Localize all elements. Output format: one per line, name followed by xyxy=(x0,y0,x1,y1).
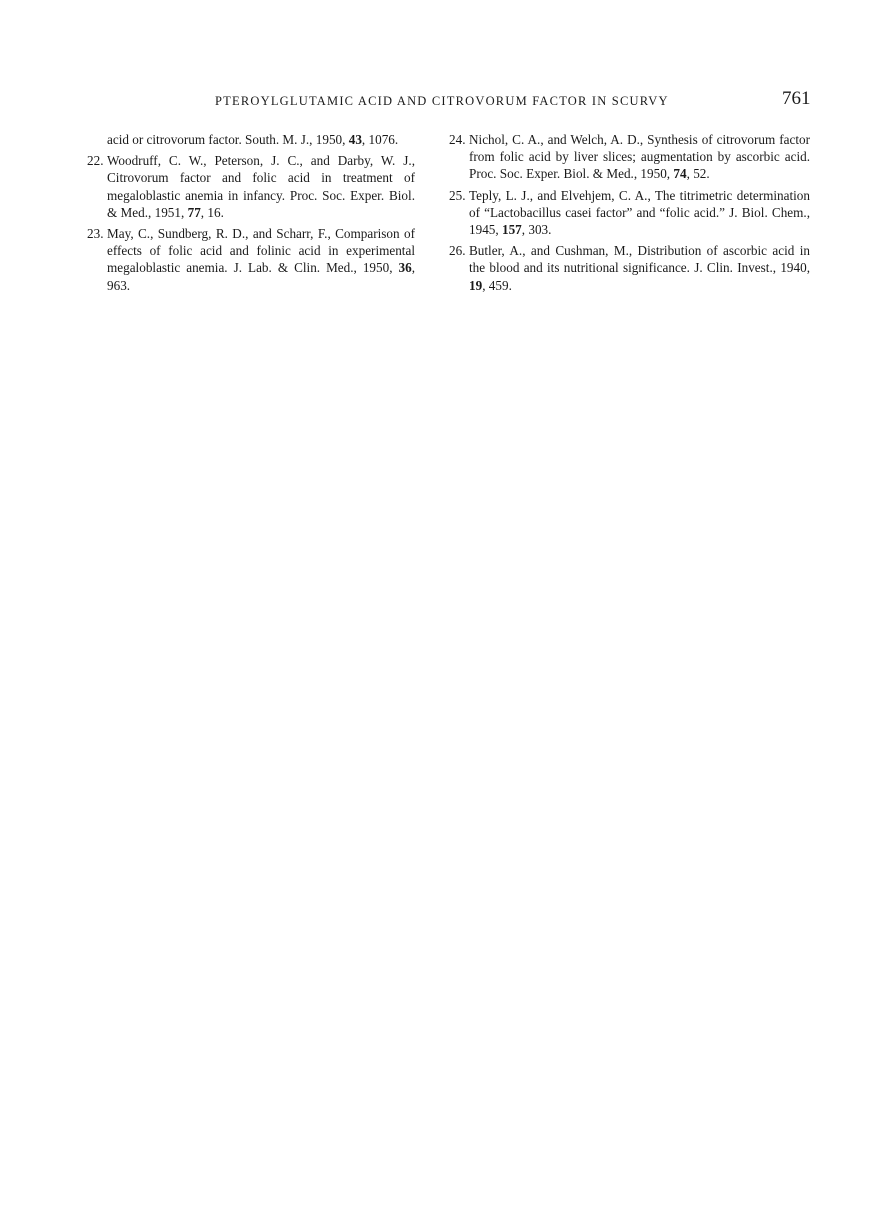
reference-volume: 157 xyxy=(501,222,522,238)
reference-item xyxy=(87,225,415,294)
reference-pages: , 16. xyxy=(200,204,224,220)
references-right-column xyxy=(449,131,810,298)
reference-volume: 19 xyxy=(469,277,483,293)
reference-text: acid or citrovorum factor. South. M. J., 1950, xyxy=(107,132,349,147)
reference-item xyxy=(449,131,810,183)
reference-volume: 77 xyxy=(187,204,201,220)
reference-text: May, C., Sundberg, R. D., and Scharr, F., Comparison of effects of folic acid and folinic acid in experimental megaloblastic anemia. J. Lab. & Clin. Med., 1950, xyxy=(107,226,415,276)
reference-volume: 36 xyxy=(398,260,412,276)
reference-item xyxy=(449,242,810,294)
reference-volume: 74 xyxy=(673,166,687,182)
reference-item xyxy=(449,187,810,239)
reference-text: Teply, L. J., and Elvehjem, C. A., The titrimetric determination of “Lactobacillus casei factor” and “folic acid.” J. Biol. Chem., 1945, xyxy=(469,187,810,238)
reference-number: 26. xyxy=(449,243,466,259)
reference-text: Woodruff, C. W., Peterson, J. C., and Darby, W. J., Citrovorum factor and folic acid in treatment of megaloblastic anemia in infancy. Proc. Soc. Exper. Biol. & Med., 1951, xyxy=(107,153,415,220)
reference-pages: , 459. xyxy=(482,277,512,293)
references-left-column xyxy=(87,131,415,298)
reference-number: 24. xyxy=(449,132,466,147)
running-title: PTEROYLGLUTAMIC ACID AND CITROVORUM FACTOR IN SCURVY xyxy=(215,94,669,108)
reference-number: 22. xyxy=(87,153,104,169)
reference-pages: , 1076. xyxy=(361,132,399,147)
page-number: 761 xyxy=(782,88,811,109)
reference-volume: 43 xyxy=(348,132,362,147)
reference-item xyxy=(87,152,415,221)
reference-pages: , 963. xyxy=(107,260,415,293)
reference-item xyxy=(87,131,415,148)
reference-text: Nichol, C. A., and Welch, A. D., Synthesis of citrovorum factor from folic acid by liver slices; augmentation by ascorbic acid. Proc. Soc. Exper. Biol. & Med., 1950, xyxy=(469,132,810,182)
reference-number: 23. xyxy=(87,226,104,242)
reference-number: 25. xyxy=(449,187,466,203)
reference-text: Butler, A., and Cushman, M., Distribution of ascorbic acid in the blood and its nutritional significance. J. Clin. Invest., 1940, xyxy=(469,243,810,276)
reference-pages: , 52. xyxy=(686,166,710,182)
reference-pages: , 303. xyxy=(521,222,552,238)
